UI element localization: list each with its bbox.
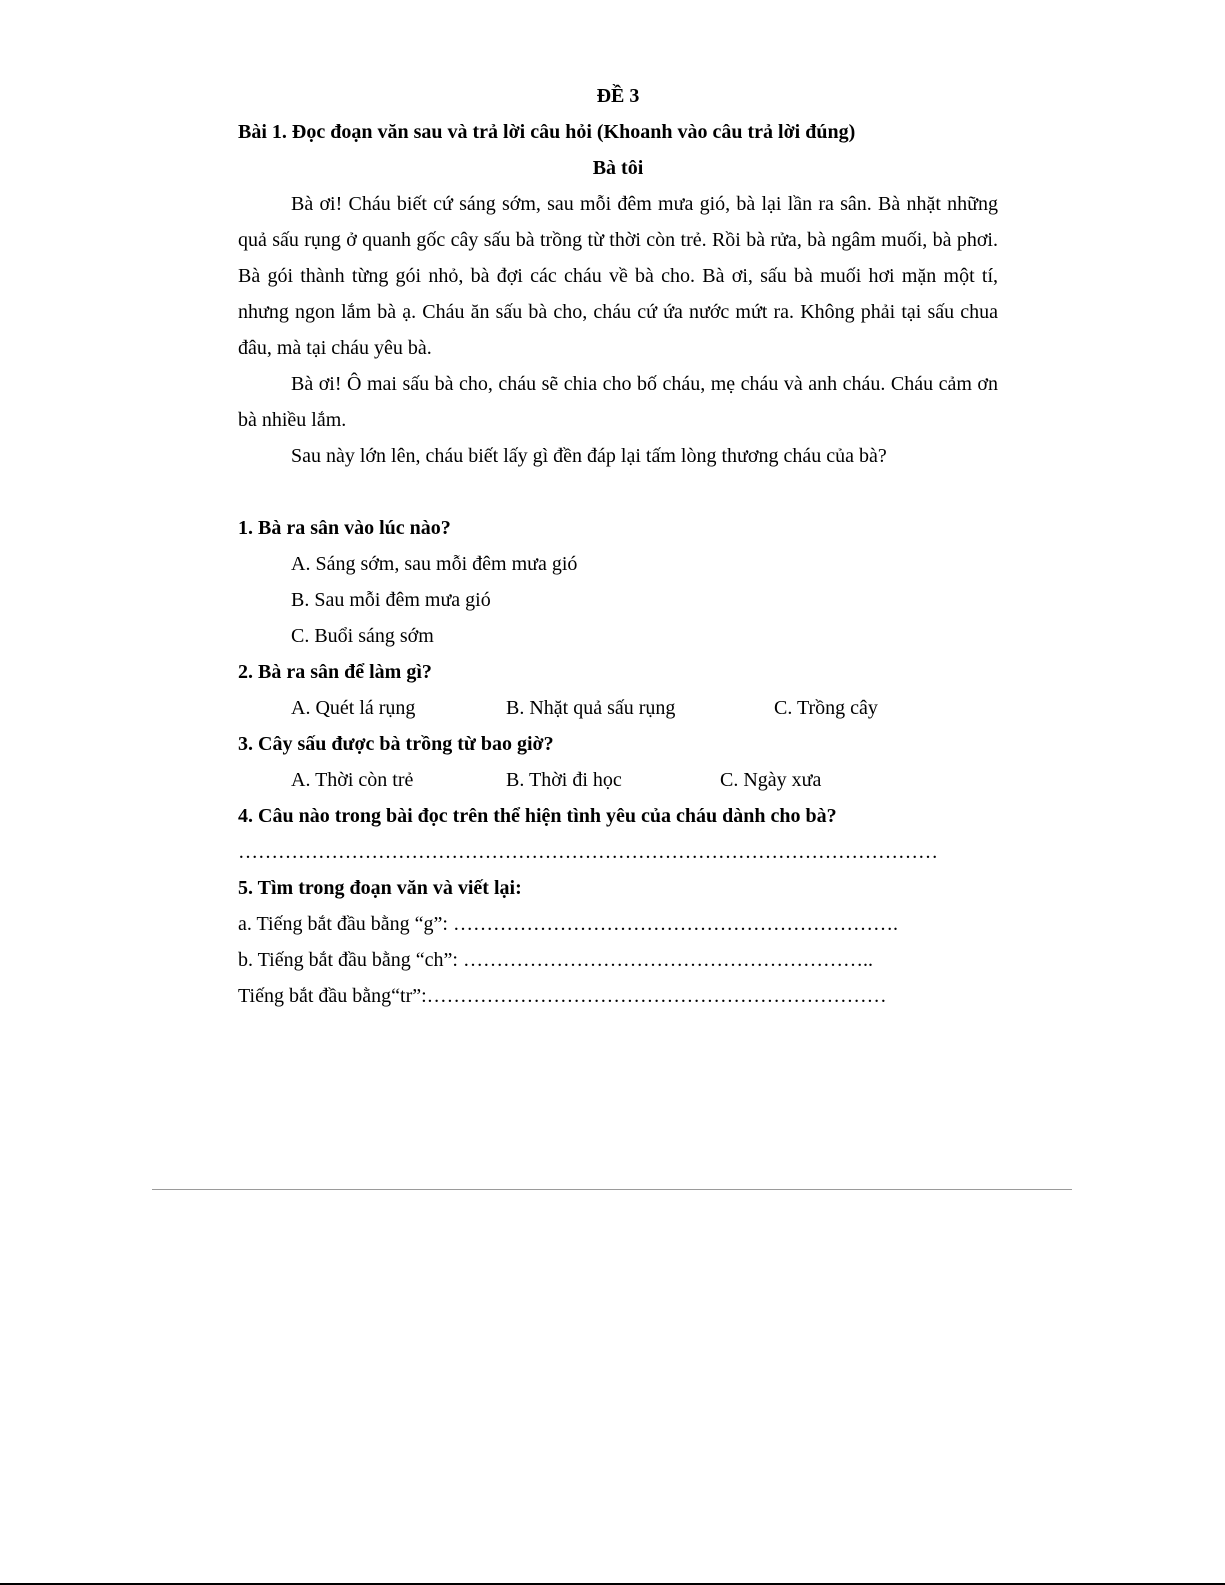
question-5-item-c: Tiếng bắt đầu bằng“tr”:…………………………………………………………… [238,985,887,1007]
question-1-option-a: A. Sáng sớm, sau mỗi đêm mưa gió [291,553,578,575]
question-3-options [238,762,998,798]
question-2-option-c: C. Trồng cây [774,697,878,719]
story-paragraph-1: Bà ơi! Cháu biết cứ sáng sớm, sau mỗi đêm mưa gió, bà lại lần ra sân. Bà nhặt những quả sấu rụng ở quanh gốc cây sấu bà trồng từ thời còn trẻ. Rồi bà rửa, bà ngâm muối, bà phơi. Bà gói thành từng gói nhỏ, bà đợi các cháu về bà cho. Bà ơi, sấu bà muối hơi mặn một tí, nhưng ngon lắm bà ạ. Cháu ăn sấu bà cho, cháu cứ ứa nước mứt ra. Không phải tại sấu chua đâu, mà tại cháu yêu bà. [238,193,998,359]
question-4: 4. Câu nào trong bài đọc trên thể hiện tình yêu của cháu dành cho bà? [238,805,837,827]
question-2-option-b: B. Nhặt quả sấu rụng [506,697,676,719]
question-2: 2. Bà ra sân để làm gì? [238,661,432,683]
question-5-item-b: b. Tiếng bắt đầu bằng “ch”: …………………………………………………….. [238,949,873,971]
question-2-options [238,690,998,726]
blank-space [238,474,998,510]
question-3-option-c: C. Ngày xưa [720,769,822,791]
question-3: 3. Cây sấu được bà trồng từ bao giờ? [238,733,554,755]
worksheet-content [238,78,998,1014]
question-5: 5. Tìm trong đoạn văn và viết lại: [238,877,522,899]
question-2-option-a: A. Quét lá rụng [291,697,416,719]
question-5-item-a: a. Tiếng bắt đầu bằng “g”: …………………………………………………………. [238,913,898,935]
story-paragraph-3: Sau này lớn lên, cháu biết lấy gì đền đáp lại tấm lòng thương cháu của bà? [291,445,887,467]
question-1-option-c: C. Buổi sáng sớm [291,625,434,647]
horizontal-divider [152,1189,1072,1190]
question-4-answer-line: …………………………………………………………………………………………… [238,841,938,863]
question-1: 1. Bà ra sân vào lúc nào? [238,517,451,539]
exam-title: ĐỀ 3 [596,85,640,107]
question-1-option-b: B. Sau mỗi đêm mưa gió [291,589,491,611]
story-title: Bà tôi [592,157,644,179]
question-3-option-b: B. Thời đi học [506,769,622,791]
question-3-option-a: A. Thời còn trẻ [291,769,414,791]
story-paragraph-2: Bà ơi! Ô mai sấu bà cho, cháu sẽ chia cho bố cháu, mẹ cháu và anh cháu. Cháu cảm ơn bà nhiều lắm. [238,373,998,431]
section-heading: Bài 1. Đọc đoạn văn sau và trả lời câu hỏi (Khoanh vào câu trả lời đúng) [238,121,856,143]
